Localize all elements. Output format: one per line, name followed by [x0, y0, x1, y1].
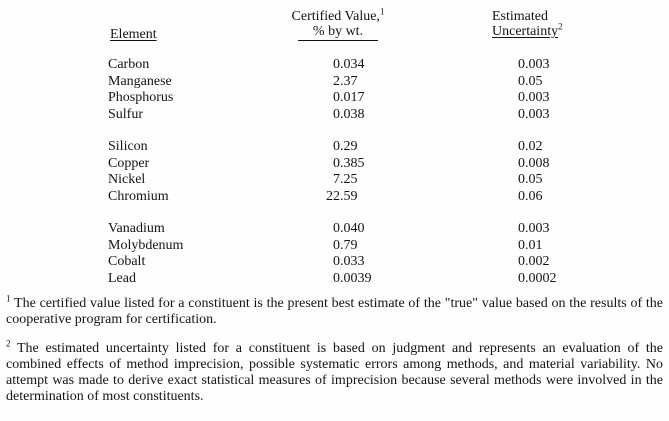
- certified-value: [268, 221, 518, 238]
- table-row: [108, 271, 663, 288]
- footnote-2: [6, 338, 663, 405]
- footnote-2-marker: 2: [6, 338, 11, 349]
- certified-value: [268, 238, 518, 255]
- element-name: Copper: [108, 155, 150, 171]
- table-row: [108, 74, 663, 91]
- element-name: Phosphorus: [108, 90, 174, 105]
- footnote-1-text: The certified value listed for a constituent is the present best estimate of the "true" value based on the results of the cooperative program for certification.: [6, 296, 663, 327]
- certified-value-int: 22: [326, 188, 340, 204]
- certified-value: [268, 172, 518, 189]
- certified-value-int: 0: [333, 57, 340, 72]
- certified-value-frac: .79: [340, 237, 358, 253]
- certified-value-header-line1: [257, 6, 419, 24]
- certified-value-int: 7: [333, 172, 340, 187]
- certified-value-int: 0: [333, 155, 340, 171]
- footnote-2-text: The estimated uncertainty listed for a constituent is based on judgment and represents an evaluation of the combined effects of method imprecision, possible systematic errors among methods, and material variability. No attempt was made to derive exact statistical measures of imprecision because several methods were involved in the determination of most constituents.: [6, 341, 663, 404]
- certified-value-frac: .034: [340, 57, 365, 72]
- element-group: [108, 139, 663, 205]
- column-header-uncertainty: [492, 9, 563, 39]
- certified-value: [268, 254, 518, 271]
- element-name: Vanadium: [108, 221, 165, 236]
- element-group: [108, 221, 663, 287]
- table-row: [108, 107, 663, 124]
- estimated-uncertainty: 0.01: [518, 237, 543, 253]
- certified-value-int: 0: [333, 221, 340, 236]
- certified-value-frac: .385: [340, 155, 365, 171]
- element-header-label: Element: [110, 27, 157, 42]
- footnote-1-marker: 1: [6, 293, 11, 304]
- certified-value: [268, 107, 518, 124]
- certified-value: [268, 189, 518, 206]
- estimated-uncertainty: 0.0002: [518, 270, 557, 286]
- uncertainty-header-line1: Estimated: [492, 9, 548, 24]
- certified-value-frac: .0039: [340, 270, 372, 286]
- estimated-uncertainty: 0.002: [518, 254, 550, 269]
- certified-value-int: 0: [333, 106, 340, 122]
- certified-value-frac: .59: [340, 188, 358, 204]
- column-header-certified-value: [257, 6, 419, 41]
- certified-value: [268, 156, 518, 173]
- certified-value-frac: .017: [340, 90, 365, 105]
- certified-value-header-line2: [257, 24, 419, 41]
- estimated-uncertainty: 0.003: [518, 106, 550, 122]
- element-group: [108, 57, 663, 123]
- certified-value-int: 0: [333, 254, 340, 269]
- certified-value: [268, 271, 518, 288]
- element-name: Silicon: [108, 139, 148, 154]
- table-row: [108, 172, 663, 189]
- certified-value-int: 0: [333, 90, 340, 105]
- element-name: Molybdenum: [108, 237, 184, 253]
- estimated-uncertainty: 0.003: [518, 221, 550, 236]
- certified-value: [268, 74, 518, 91]
- estimated-uncertainty: 0.02: [518, 139, 543, 154]
- element-name: Sulfur: [108, 106, 143, 122]
- certified-value-int: 0: [333, 139, 340, 154]
- estimated-uncertainty: 0.05: [518, 73, 543, 89]
- table-row: [108, 90, 663, 107]
- table-row: [108, 189, 663, 206]
- element-name: Lead: [108, 270, 136, 286]
- column-header-element: [110, 27, 157, 43]
- element-name: Nickel: [108, 172, 146, 187]
- table-row: [108, 221, 663, 238]
- certified-value-frac: .29: [340, 139, 358, 154]
- footnote-1: [6, 293, 663, 328]
- percent-by-wt-label: % by wt.: [298, 24, 378, 41]
- certified-value-int: 2: [333, 73, 340, 89]
- certified-value-header-text: Certified Value,: [291, 9, 380, 24]
- table-row: [108, 156, 663, 173]
- certified-value-frac: .25: [340, 172, 358, 187]
- certified-value-int: 0: [333, 270, 340, 286]
- certified-value-frac: .038: [340, 106, 365, 122]
- certified-value: [268, 90, 518, 107]
- element-name: Chromium: [108, 188, 169, 204]
- certified-value-frac: .040: [340, 221, 365, 236]
- certified-value-int: 0: [333, 237, 340, 253]
- estimated-uncertainty: 0.05: [518, 172, 543, 187]
- element-name: Carbon: [108, 57, 150, 72]
- uncertainty-label: Uncertainty: [492, 24, 559, 39]
- table-row: [108, 254, 663, 271]
- element-name: Cobalt: [108, 254, 146, 269]
- certified-value-frac: .033: [340, 254, 365, 269]
- table-row: [108, 238, 663, 255]
- table-row: [108, 57, 663, 74]
- footnote-ref-1: 1: [379, 6, 385, 17]
- estimated-uncertainty: 0.06: [518, 188, 543, 204]
- element-table-body: [108, 57, 663, 303]
- estimated-uncertainty: 0.008: [518, 155, 550, 171]
- estimated-uncertainty: 0.003: [518, 57, 550, 72]
- uncertainty-header-line2: [492, 21, 563, 39]
- certified-value-frac: .37: [340, 73, 358, 89]
- footnote-ref-2: 2: [558, 21, 563, 32]
- certified-value: [268, 57, 518, 74]
- estimated-uncertainty: 0.003: [518, 90, 550, 105]
- certified-value: [268, 139, 518, 156]
- table-row: [108, 139, 663, 156]
- element-name: Manganese: [108, 73, 172, 89]
- footnotes: [6, 293, 663, 418]
